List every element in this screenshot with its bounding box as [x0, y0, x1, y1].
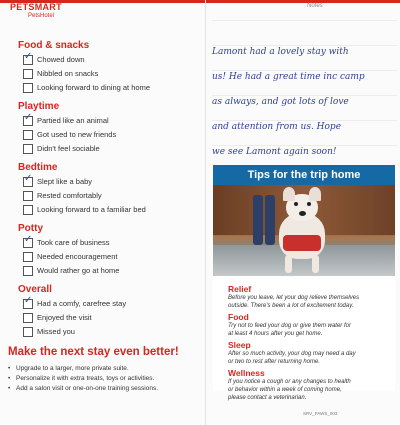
checklist-item-label: Slept like a baby: [37, 177, 93, 186]
tips-list: [213, 276, 395, 402]
tip-text: outside. There's been a lot of excitement today.: [228, 303, 354, 309]
checklist-item-label: Didn't feel sociable: [37, 144, 100, 153]
checklist-item-label: Rested comfortably: [37, 191, 102, 200]
section-overall: [18, 284, 127, 338]
promo-bullet: • Upgrade to a larger, more private suite.: [8, 364, 208, 374]
checklist-item-label: Looking forward to dining at home: [37, 83, 150, 92]
checklist-item[interactable]: [18, 115, 109, 127]
checklist-item-label: Needed encouragement: [37, 252, 118, 261]
checkbox-checked[interactable]: [23, 177, 33, 187]
promo-bullet-list: [8, 364, 208, 394]
section-title: Food & snacks: [18, 40, 90, 51]
checklist-item[interactable]: [18, 129, 117, 141]
tip-text: After so much activity, your dog may need a day: [228, 351, 356, 357]
section-title: Playtime: [18, 101, 60, 112]
promo-block: [8, 345, 208, 394]
section-title: Bedtime: [18, 162, 58, 173]
checklist-item[interactable]: [18, 204, 146, 216]
checklist-item[interactable]: [18, 237, 110, 249]
checklist-item[interactable]: [18, 251, 118, 263]
checkbox[interactable]: [23, 266, 33, 276]
tip-title: Relief: [228, 284, 252, 294]
note-line: us! He had a great time inc camp: [212, 72, 365, 82]
checklist-item[interactable]: [18, 298, 127, 310]
section-title: Overall: [18, 284, 52, 295]
checkbox[interactable]: [23, 144, 33, 154]
tip-text: please contact a veterinarian.: [228, 395, 307, 401]
checkbox-checked[interactable]: [23, 299, 33, 309]
checkbox[interactable]: [23, 327, 33, 337]
promo-bullet: • Personalize it with extra treats, toys or activities.: [8, 374, 208, 384]
checklist-item[interactable]: [18, 54, 89, 66]
checkbox[interactable]: [23, 313, 33, 323]
checkbox-checked[interactable]: [23, 55, 33, 65]
checklist-item-label: Took care of business: [37, 238, 110, 247]
tip-text: or two to rest after returning home.: [228, 359, 321, 365]
checkbox[interactable]: [23, 252, 33, 262]
section-potty: [18, 223, 120, 277]
logo-brand-name: PETSMART: [10, 2, 62, 12]
checklist-item-label: Got used to new friends: [37, 130, 117, 139]
checklist-item[interactable]: [18, 326, 75, 338]
tip-text: Before you leave, let your dog relieve themselves: [228, 295, 360, 301]
checkbox[interactable]: [23, 130, 33, 140]
tips-title: Tips for the trip home: [213, 165, 395, 185]
note-line: and attention from us. Hope: [212, 122, 342, 132]
checklist-item[interactable]: [18, 143, 100, 155]
checkbox[interactable]: [23, 69, 33, 79]
checklist-item[interactable]: [18, 190, 102, 202]
petsmart-logo: [10, 2, 72, 24]
logo-sub-brand: PetsHotel: [27, 13, 54, 19]
checklist-item-label: Partied like an animal: [37, 116, 109, 125]
checklist-item[interactable]: [18, 312, 92, 324]
checklist-item-label: Chowed down: [37, 55, 85, 64]
checkbox-checked[interactable]: [23, 238, 33, 248]
checklist-item[interactable]: [18, 82, 150, 94]
tip-title: Food: [228, 312, 249, 322]
checklist-item[interactable]: [18, 68, 99, 80]
checklist-item[interactable]: [18, 176, 93, 188]
dog-photo: [213, 185, 395, 276]
tip-text: Try not to feed your dog or give them water for: [228, 323, 351, 329]
tip-text: or behavior within a week of coming home,: [228, 387, 342, 393]
checkbox[interactable]: [23, 191, 33, 201]
note-line: Lamont had a lovely stay with: [212, 47, 349, 57]
checkbox[interactable]: [23, 205, 33, 215]
checklist-item-label: Had a comfy, carefree stay: [37, 299, 127, 308]
section-title: Potty: [18, 223, 43, 234]
promo-title: Make the next stay even better!: [8, 346, 179, 358]
section-bedtime: [18, 162, 146, 216]
note-line: as always, and got lots of love: [212, 97, 349, 107]
tip-text: If you notice a cough or any changes to health: [228, 379, 351, 385]
checklist-item-label: Would rather go at home: [37, 266, 120, 275]
tip-text: at least 4 hours after you get home.: [228, 331, 323, 337]
checklist-item-label: Nibbled on snacks: [37, 69, 99, 78]
checklist-item-label: Enjoyed the visit: [37, 313, 92, 322]
notes-label: Notes: [307, 3, 323, 9]
note-line: we see Lamont again soon!: [212, 147, 337, 157]
checkbox[interactable]: [23, 83, 33, 93]
promo-bullet: • Add a salon visit or one-on-one training sessions.: [8, 384, 208, 394]
checklist-item-label: Looking forward to a familiar bed: [37, 205, 146, 214]
section-food-snacks: [18, 40, 150, 94]
checklist-item[interactable]: [18, 265, 120, 277]
form-code: SRV_PAWS_003: [303, 411, 338, 416]
checklist-item-label: Missed you: [37, 327, 75, 336]
tip-title: Wellness: [228, 368, 265, 378]
section-playtime: [18, 101, 117, 155]
tips-card: [213, 165, 395, 401]
handwritten-note: [212, 40, 399, 165]
tip-title: Sleep: [228, 340, 251, 350]
checkbox-checked[interactable]: [23, 116, 33, 126]
